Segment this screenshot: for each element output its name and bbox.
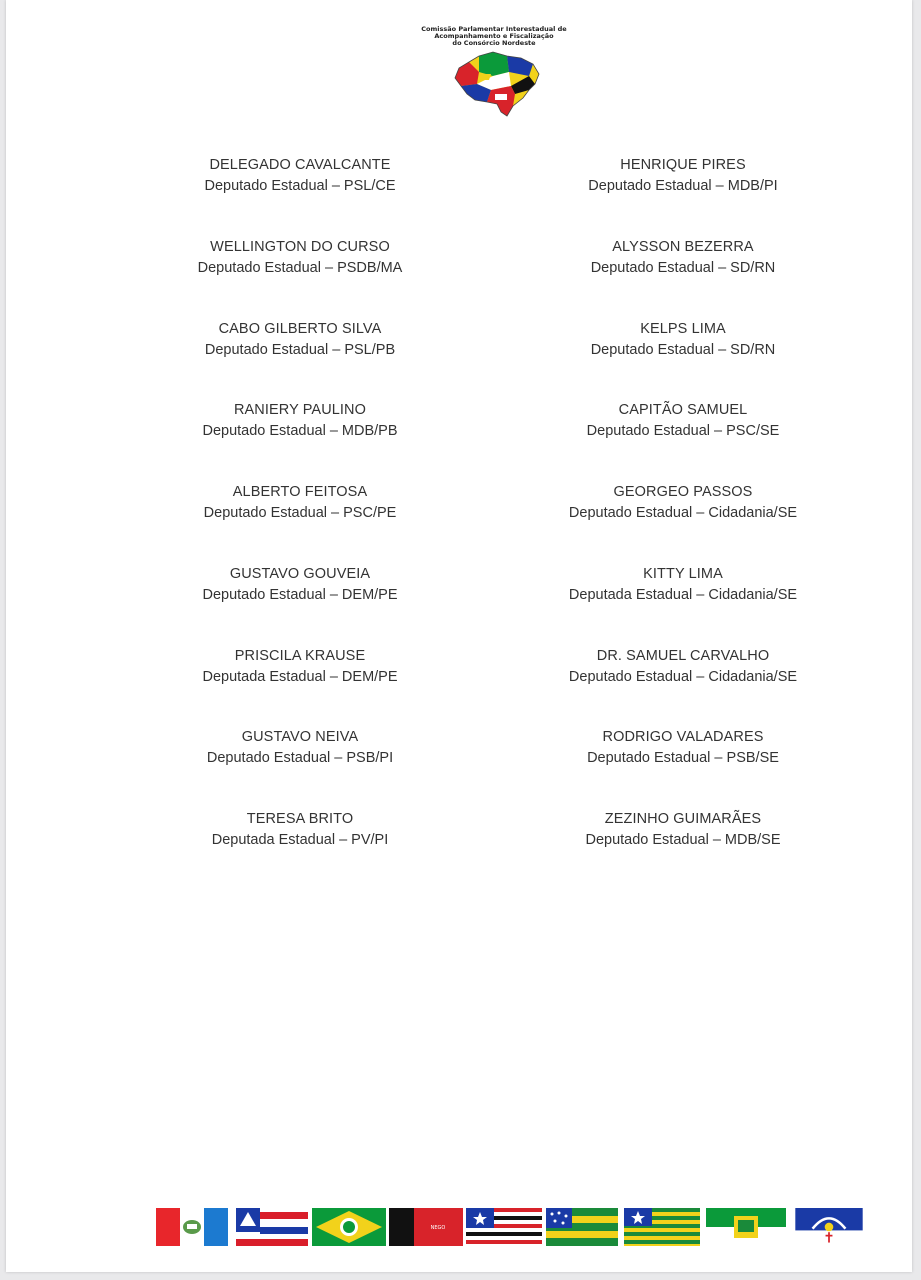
commission-title-line: do Consórcio Nordeste xyxy=(452,38,536,47)
commission-title-line: Acompanhamento e Fiscalização xyxy=(434,31,554,40)
member-name: KELPS LIMA xyxy=(640,320,726,337)
member-entry xyxy=(150,646,450,728)
member-entry xyxy=(150,727,450,809)
member-entry xyxy=(533,400,833,482)
member-role: Deputado Estadual – Cidadania/SE xyxy=(568,505,798,521)
member-name: ZEZINHO GUIMARÃES xyxy=(604,811,762,827)
paraiba-flag-icon xyxy=(389,1208,463,1246)
bahia-flag-icon xyxy=(236,1208,308,1246)
member-entry xyxy=(533,646,833,728)
rio-grande-do-norte-flag-icon xyxy=(706,1208,786,1246)
member-name: RANIERY PAULINO xyxy=(233,402,367,419)
member-name: GUSTAVO NEIVA xyxy=(241,729,359,746)
members-left-column xyxy=(150,155,450,891)
member-role: Deputado Estadual – PSL/PB xyxy=(204,341,396,358)
member-entry xyxy=(150,237,450,319)
member-name: ALYSSON BEZERRA xyxy=(612,238,754,255)
member-entry xyxy=(150,809,450,891)
member-entry xyxy=(533,482,833,564)
member-name: GUSTAVO GOUVEIA xyxy=(229,565,371,582)
paraiba-flag-caption: NEGO xyxy=(430,1225,446,1231)
member-entry xyxy=(533,319,833,401)
member-name: TERESA BRITO xyxy=(246,811,354,827)
member-entry xyxy=(533,237,833,319)
member-name: RODRIGO VALADARES xyxy=(602,729,764,746)
member-role: Deputado Estadual – PSB/SE xyxy=(587,750,779,767)
commission-title-line: Comissão Parlamentar Interestadual de xyxy=(421,25,567,33)
member-entry xyxy=(533,809,833,891)
member-name: GEORGEO PASSOS xyxy=(613,484,753,500)
member-entry xyxy=(150,155,450,237)
member-role: Deputado Estadual – SD/RN xyxy=(590,341,776,358)
nordeste-map-flags-icon xyxy=(449,50,541,120)
member-name: CABO GILBERTO SILVA xyxy=(218,320,382,337)
members-right-column xyxy=(533,155,833,891)
member-entry xyxy=(533,727,833,809)
member-role: Deputado Estadual – MDB/PI xyxy=(588,178,778,194)
member-role: Deputado Estadual – PSB/PI xyxy=(206,750,394,767)
member-name: KITTY LIMA xyxy=(643,565,723,582)
piaui-flag-icon xyxy=(624,1208,700,1246)
member-role: Deputado Estadual – PSC/SE xyxy=(586,423,780,440)
member-role: Deputado Estadual – PSDB/MA xyxy=(197,259,403,276)
member-role: Deputada Estadual – Cidadania/SE xyxy=(568,586,798,603)
member-role: Deputada Estadual – PV/PI xyxy=(211,832,389,848)
member-role: Deputado Estadual – DEM/PE xyxy=(202,586,398,603)
member-entry xyxy=(150,400,450,482)
member-name: DR. SAMUEL CARVALHO xyxy=(596,647,770,664)
sergipe-flag-icon xyxy=(546,1208,618,1246)
member-name: WELLINGTON DO CURSO xyxy=(210,238,390,255)
member-role: Deputado Estadual – PSL/CE xyxy=(204,178,396,194)
state-flags-strip xyxy=(156,1203,876,1253)
member-entry xyxy=(150,319,450,401)
alagoas-flag-icon xyxy=(156,1208,228,1246)
ceara-flag-icon xyxy=(312,1208,386,1246)
document-page xyxy=(6,0,912,1272)
member-name: ALBERTO FEITOSA xyxy=(232,484,368,500)
member-entry xyxy=(533,155,833,237)
member-entry xyxy=(150,482,450,564)
maranhao-flag-icon xyxy=(466,1208,542,1246)
member-entry xyxy=(150,564,450,646)
member-name: CAPITÃO SAMUEL xyxy=(618,402,748,419)
commission-title xyxy=(414,26,574,46)
member-role: Deputado Estadual – MDB/PB xyxy=(202,423,398,440)
member-entry xyxy=(533,564,833,646)
member-name: DELEGADO CAVALCANTE xyxy=(209,157,391,173)
member-role: Deputado Estadual – Cidadania/SE xyxy=(568,668,798,685)
member-role: Deputado Estadual – PSC/PE xyxy=(203,505,397,521)
member-role: Deputado Estadual – SD/RN xyxy=(590,259,776,276)
member-name: HENRIQUE PIRES xyxy=(620,157,746,173)
member-role: Deputada Estadual – DEM/PE xyxy=(202,668,398,685)
member-role: Deputado Estadual – MDB/SE xyxy=(585,832,781,848)
member-name: PRISCILA KRAUSE xyxy=(234,647,366,664)
pernambuco-flag-icon xyxy=(790,1208,868,1246)
